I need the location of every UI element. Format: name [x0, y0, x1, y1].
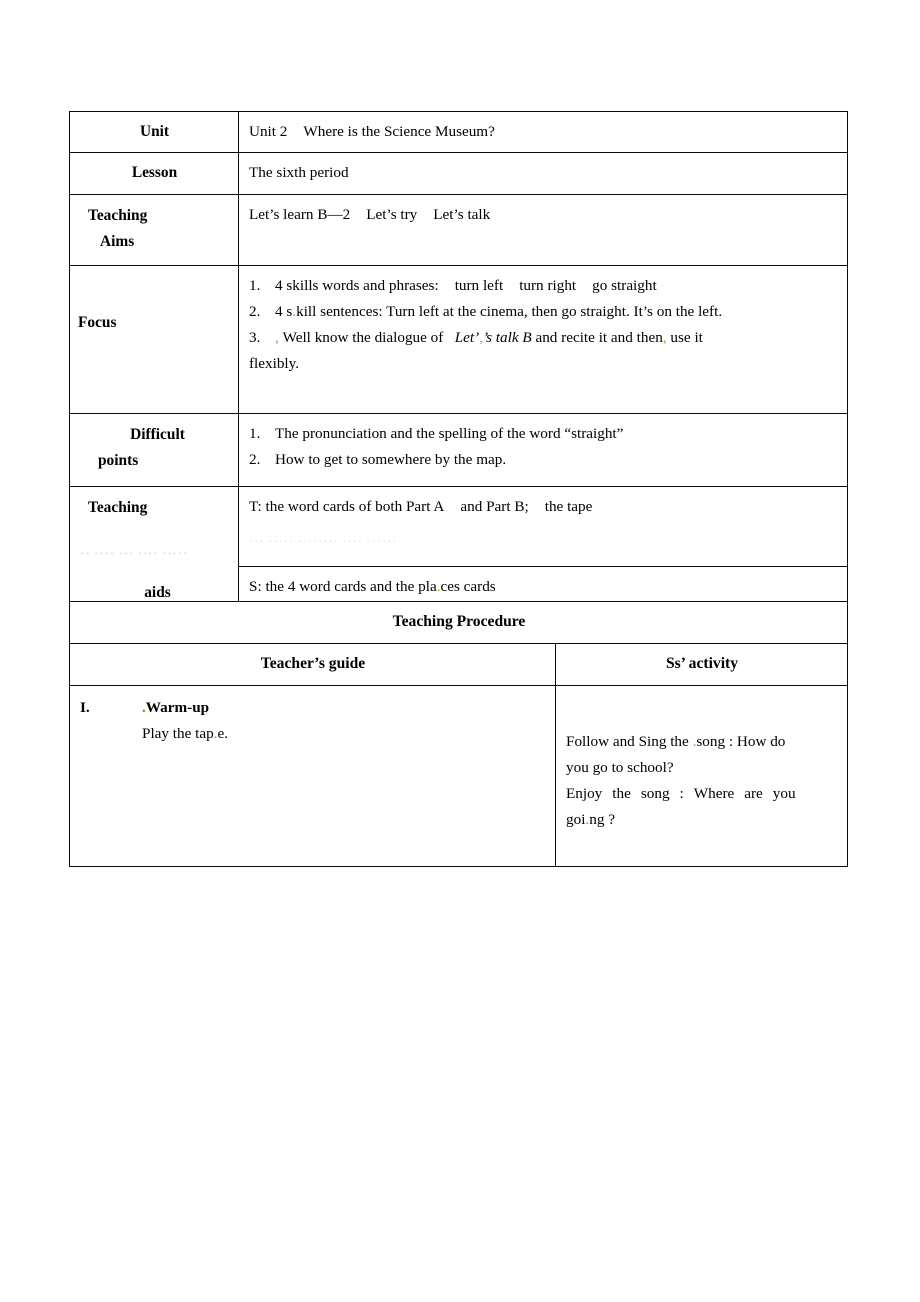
step-1-action-line: [80, 721, 546, 747]
step-1-heading: Warm-up: [145, 698, 210, 716]
procedure-header-teacher: [70, 643, 556, 685]
student-line-3-d: :: [679, 784, 684, 802]
row-label-lesson: [70, 153, 239, 194]
focus-item-3-cont: flexibly.: [249, 355, 300, 373]
focus-item-1-text: 4 skills words and phrases:: [275, 276, 439, 294]
student-line-3-g: you: [772, 784, 796, 802]
aims-item-1: Let’s learn B—2: [249, 205, 351, 223]
scan-artifact-mark: .: [692, 732, 697, 750]
student-activity-line-4: [566, 807, 839, 833]
student-line-3-e: Where: [693, 784, 735, 802]
unit-title: Where is the Science Museum?: [303, 123, 495, 140]
scan-artifact-mark: ,: [479, 329, 483, 347]
scan-artifact-mark: ,: [662, 329, 667, 347]
unit-number: Unit 2: [249, 123, 288, 140]
focus-item-2-text-a: 4 s: [275, 303, 293, 321]
teacher-aids-text-b: and Part B;: [460, 497, 529, 515]
focus-item-1: [249, 273, 838, 299]
student-line-3-f: are: [744, 784, 763, 802]
focus-phrase-2: turn right: [519, 276, 577, 294]
difficult-item-1-text: The pronunciation and the spelling of the word “straight”: [275, 424, 624, 442]
focus-item-2-text-b: kill sentences: Turn left at the cinema, then go straight. It’s on the left.: [296, 303, 723, 321]
lesson-value: The sixth period: [249, 164, 349, 182]
teaching-aims-value: [239, 195, 847, 235]
difficult-item-2: [249, 447, 838, 473]
teaching-aims-label-line1: Teaching: [88, 206, 148, 224]
aims-item-2: Let’s try: [366, 205, 418, 223]
student-line-1-a: Follow and Sing the: [566, 732, 689, 750]
student-activity-content: [556, 686, 847, 841]
focus-item-3-text-a: Well know the dialogue of: [282, 329, 444, 347]
procedure-step-1-student-cell: [556, 685, 848, 866]
student-line-3-c: song: [640, 784, 670, 802]
table-row-procedure-title: [70, 602, 848, 644]
student-activity-line-2: you go to school?: [566, 758, 674, 776]
table-row-teaching-aims: [70, 194, 848, 265]
focus-item-3-italic-a: Let’: [454, 329, 480, 347]
lesson-label: Lesson: [131, 164, 178, 182]
step-1-action-text-b: e.: [217, 724, 229, 742]
row-label-focus: [70, 265, 239, 413]
row-value-unit: [239, 112, 848, 153]
column-header-teacher-guide: Teacher’s guide: [260, 654, 366, 672]
difficult-item-1-number: 1.: [249, 424, 261, 442]
table-row-procedure-step-1: [70, 685, 848, 866]
focus-item-2: [249, 299, 838, 325]
row-value-focus: [239, 265, 848, 413]
step-1-numeral: I.: [80, 698, 90, 716]
focus-item-1-number: 1.: [249, 276, 261, 294]
student-aids-text-a: S: the 4 word cards and the pla: [249, 577, 437, 595]
table-row-focus: [70, 265, 848, 413]
step-1-content: [70, 686, 555, 754]
focus-label: Focus: [78, 313, 117, 331]
student-activity-line-1: [566, 729, 839, 755]
difficult-points-label-line1: Difficult: [130, 425, 185, 443]
focus-item-3-italic-b: ’s talk B: [483, 329, 532, 347]
scan-ghost-text: ·· ···· ··· ···· ·····: [80, 546, 188, 562]
unit-label: Unit: [139, 123, 170, 140]
table-row-procedure-header: [70, 643, 848, 685]
focus-phrase-1: turn left: [454, 276, 504, 294]
scan-ghost-text: ··· ····· ········ ···· ······: [249, 534, 398, 550]
difficult-points-list: [239, 414, 847, 480]
student-line-4-a: goi: [566, 811, 586, 829]
row-value-teaching-aids-teacher: [239, 486, 848, 566]
focus-list: [239, 266, 847, 385]
student-line-1-b: song : How do: [696, 732, 786, 750]
procedure-title-cell: [70, 602, 848, 644]
column-header-ss-activity: Ss’ activity: [665, 654, 739, 672]
teaching-aids-label-line1: Teaching: [88, 498, 148, 516]
difficult-item-2-number: 2.: [249, 451, 261, 469]
procedure-title: Teaching Procedure: [392, 613, 526, 630]
difficult-points-label-line2: points: [98, 452, 139, 470]
row-value-teaching-aims: [239, 194, 848, 265]
step-1-action-text-a: Play the tap: [142, 724, 214, 742]
teacher-aids-value: [239, 487, 847, 561]
scan-artifact-mark: .: [292, 303, 297, 321]
table-row-unit: [70, 112, 848, 153]
step-1-heading-line: [80, 695, 546, 721]
student-line-4-b: ng ?: [589, 811, 615, 829]
procedure-header-student: [556, 643, 848, 685]
focus-item-2-number: 2.: [249, 303, 261, 321]
teacher-aids-text-c: the tape: [544, 497, 593, 515]
row-value-lesson: [239, 153, 848, 194]
focus-item-3-text-b: and recite it and then: [535, 329, 663, 347]
unit-value: [239, 112, 847, 152]
difficult-item-1: [249, 421, 838, 447]
student-line-3-b: the: [612, 784, 631, 802]
row-label-difficult-points: [70, 413, 239, 486]
student-activity-line-3: [566, 781, 839, 807]
teaching-procedure-table: [69, 601, 848, 867]
scan-artifact-mark: .: [585, 811, 590, 829]
row-label-unit: [70, 112, 239, 153]
student-aids-text-b: ces cards: [440, 577, 496, 595]
focus-phrase-3: go straight: [592, 276, 657, 294]
focus-item-3-number: 3.: [249, 329, 261, 347]
scan-artifact-mark: ,: [275, 329, 279, 347]
student-line-3-a: Enjoy: [566, 784, 603, 802]
procedure-step-1-teacher-cell: [70, 685, 556, 866]
table-row-lesson: [70, 153, 848, 194]
teaching-aids-label-line2: aids: [144, 584, 171, 602]
aims-item-3: Let’s talk: [433, 205, 491, 223]
teaching-aims-label-line2: Aims: [100, 233, 135, 251]
difficult-item-2-text: How to get to somewhere by the map.: [275, 451, 507, 469]
row-label-teaching-aids: [70, 486, 239, 614]
scan-artifact-mark: .: [142, 698, 146, 716]
teacher-aids-text-a: T: the word cards of both Part A: [249, 497, 445, 515]
row-value-difficult-points: [239, 413, 848, 486]
table-row-difficult-points: [70, 413, 848, 486]
scan-artifact-mark: .: [213, 724, 218, 742]
scan-artifact-mark: .: [436, 577, 441, 595]
table-row-teaching-aids-teacher: [70, 486, 848, 566]
lesson-info-table: [69, 111, 848, 615]
row-label-teaching-aims: [70, 194, 239, 265]
focus-item-3: [249, 325, 819, 351]
focus-item-3-text-c: use it: [670, 329, 703, 347]
